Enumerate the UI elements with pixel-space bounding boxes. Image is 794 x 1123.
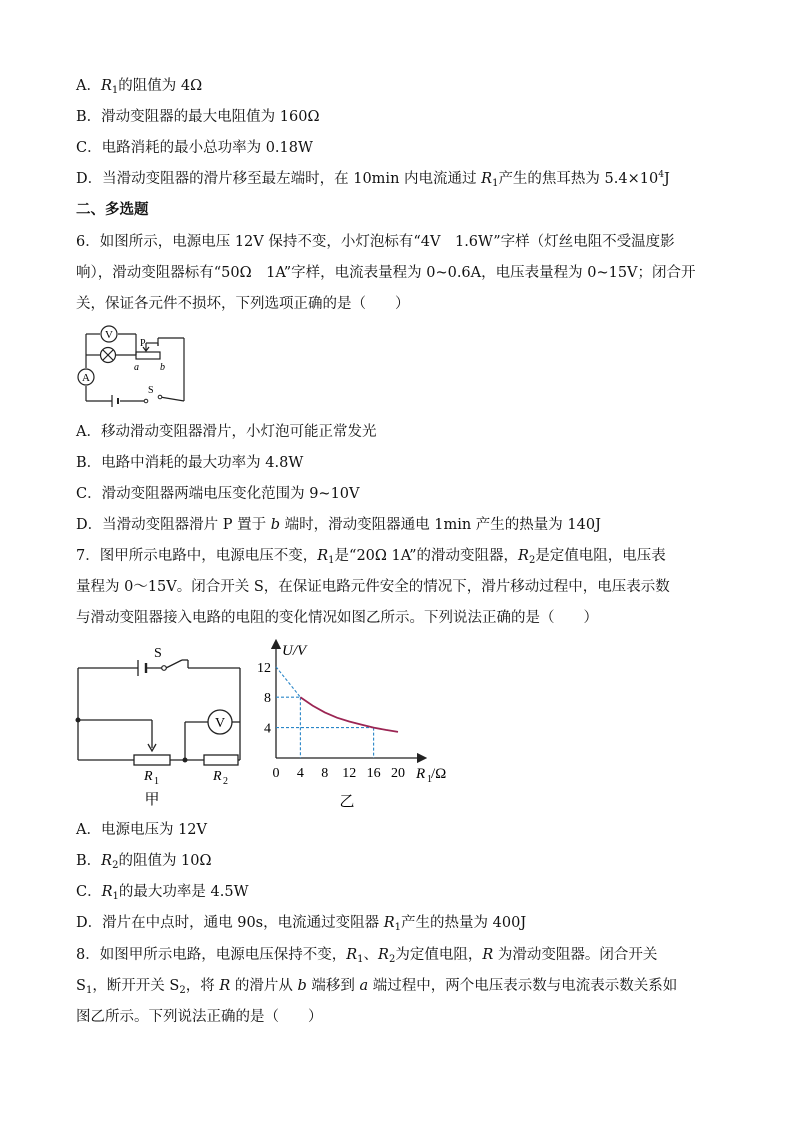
circuit-caption: 甲 (144, 792, 160, 808)
q5-option-a: A．$R_1$的阻值为 4Ω (76, 78, 203, 96)
voltmeter-label: V (105, 329, 113, 341)
r2-resistor (204, 755, 238, 765)
ammeter-label: A (82, 372, 90, 384)
switch-label: S (154, 648, 162, 661)
r2-label: R (213, 769, 222, 784)
r2-label-sub: 2 (223, 776, 228, 787)
y-tick-label: 12 (257, 660, 271, 676)
switch-label-s: S (148, 385, 154, 396)
x-axis-label-sub: 1 (427, 774, 432, 785)
y-tick-label: 4 (264, 721, 271, 737)
voltmeter-label: V (214, 716, 226, 731)
q7-stem-line2: 量程为 0～15V。闭合开关 S，在保证电路元件安全的情况下，滑片移动过程中，电压表示数 (76, 579, 670, 595)
q7-stem-line3: 与滑动变阻器接入电路的电阻的变化情况如图乙所示。下列说法正确的是（ ） (76, 610, 598, 626)
data-series-line (300, 697, 398, 732)
q6-option-b: B．电路中消耗的最大功率为 4.8W (76, 455, 304, 471)
q7-option-d: D．滑片在中点时，通电 90s，电流通过变阻器 $R_1$产生的热量为 400J (76, 915, 527, 933)
q5-option-c: C．电路消耗的最小总功率为 0.18W (76, 140, 313, 156)
q7-stem-line1: 7．图甲所示电路中，电源电压不变，$R_1$是“20Ω 1A”的滑动变阻器，$R_2$是定值电阻，电压表 (76, 548, 666, 566)
q7-voltage-resistance-graph (250, 634, 460, 814)
q7-option-a: A．电源电压为 12V (76, 822, 208, 838)
r1-label: R (144, 769, 153, 784)
end-label-a: a (134, 362, 139, 373)
r1-resistor (134, 755, 170, 765)
q7-option-b: B．$R_2$的阻值为 10Ω (76, 853, 212, 871)
q7-option-c: C．$R_1$的最大功率是 4.5W (76, 884, 249, 902)
q6-stem-line1: 6．如图所示，电源电压 12V 保持不变，小灯泡标有“4V 1.6W”字样（灯丝电阻不受温度影 (76, 234, 675, 250)
graph-caption: 乙 (339, 794, 355, 810)
x-tick-label: 12 (342, 766, 357, 781)
q6-option-c: C．滑动变阻器两端电压变化范围为 9~10V (76, 486, 360, 502)
q5-option-d: D．当滑动变阻器的滑片移至最左端时，在 10min 内电流通过 $R_1$产生的焦耳热为 $5.4\times 10^4J$ (76, 170, 670, 189)
q8-stem-line3: 图乙所示。下列说法正确的是（ ） (76, 1009, 323, 1025)
x-tick-label: 0 (272, 766, 280, 781)
y-axis-label: U/V (282, 643, 307, 659)
x-tick-label: 4 (296, 766, 304, 781)
guide-line (276, 667, 300, 697)
q5-option-b: B．滑动变阻器的最大电阻值为 160Ω (76, 109, 320, 125)
q8-stem-line1: 8．如图甲所示电路，电源电压保持不变，$R_1$、$R_2$为定值电阻，R 为滑动变阻器。闭合开关 (76, 947, 658, 965)
end-label-b: b (160, 362, 165, 373)
q6-option-a: A．移动滑动变阻器滑片，小灯泡可能正常发光 (76, 424, 377, 440)
q6-circuit-diagram (74, 322, 194, 414)
section-title: 二、多选题 (76, 202, 149, 218)
q8-stem-line2: $S_1$，断开开关 $S_2$，将 R 的滑片从 b 端移到 a 端过程中，两个电压表示数与电流表示数关系如 (76, 978, 678, 996)
x-axis-label: R (416, 766, 426, 782)
r1-label-sub: 1 (154, 776, 159, 787)
q6-stem-line2: 响），滑动变阻器标有“50Ω 1A”字样，电流表量程为 0~0.6A，电压表量程为 0~15V；闭合开 (76, 265, 696, 281)
x-tick-label: 20 (391, 766, 405, 781)
x-axis-label-unit: /Ω (431, 766, 447, 782)
y-tick-label: 8 (264, 691, 271, 707)
slider-label-p: P (140, 338, 146, 349)
q6-stem-line3: 关，保证各元件不损坏，下列选项正确的是（ ） (76, 296, 410, 312)
x-tick-label: 16 (366, 766, 381, 781)
q6-option-d: D．当滑动变阻器滑片 P 置于 b 端时，滑动变阻器通电 1min 产生的热量为 140J (76, 517, 601, 533)
x-tick-label: 8 (321, 766, 329, 781)
q7-circuit-diagram (70, 648, 270, 813)
